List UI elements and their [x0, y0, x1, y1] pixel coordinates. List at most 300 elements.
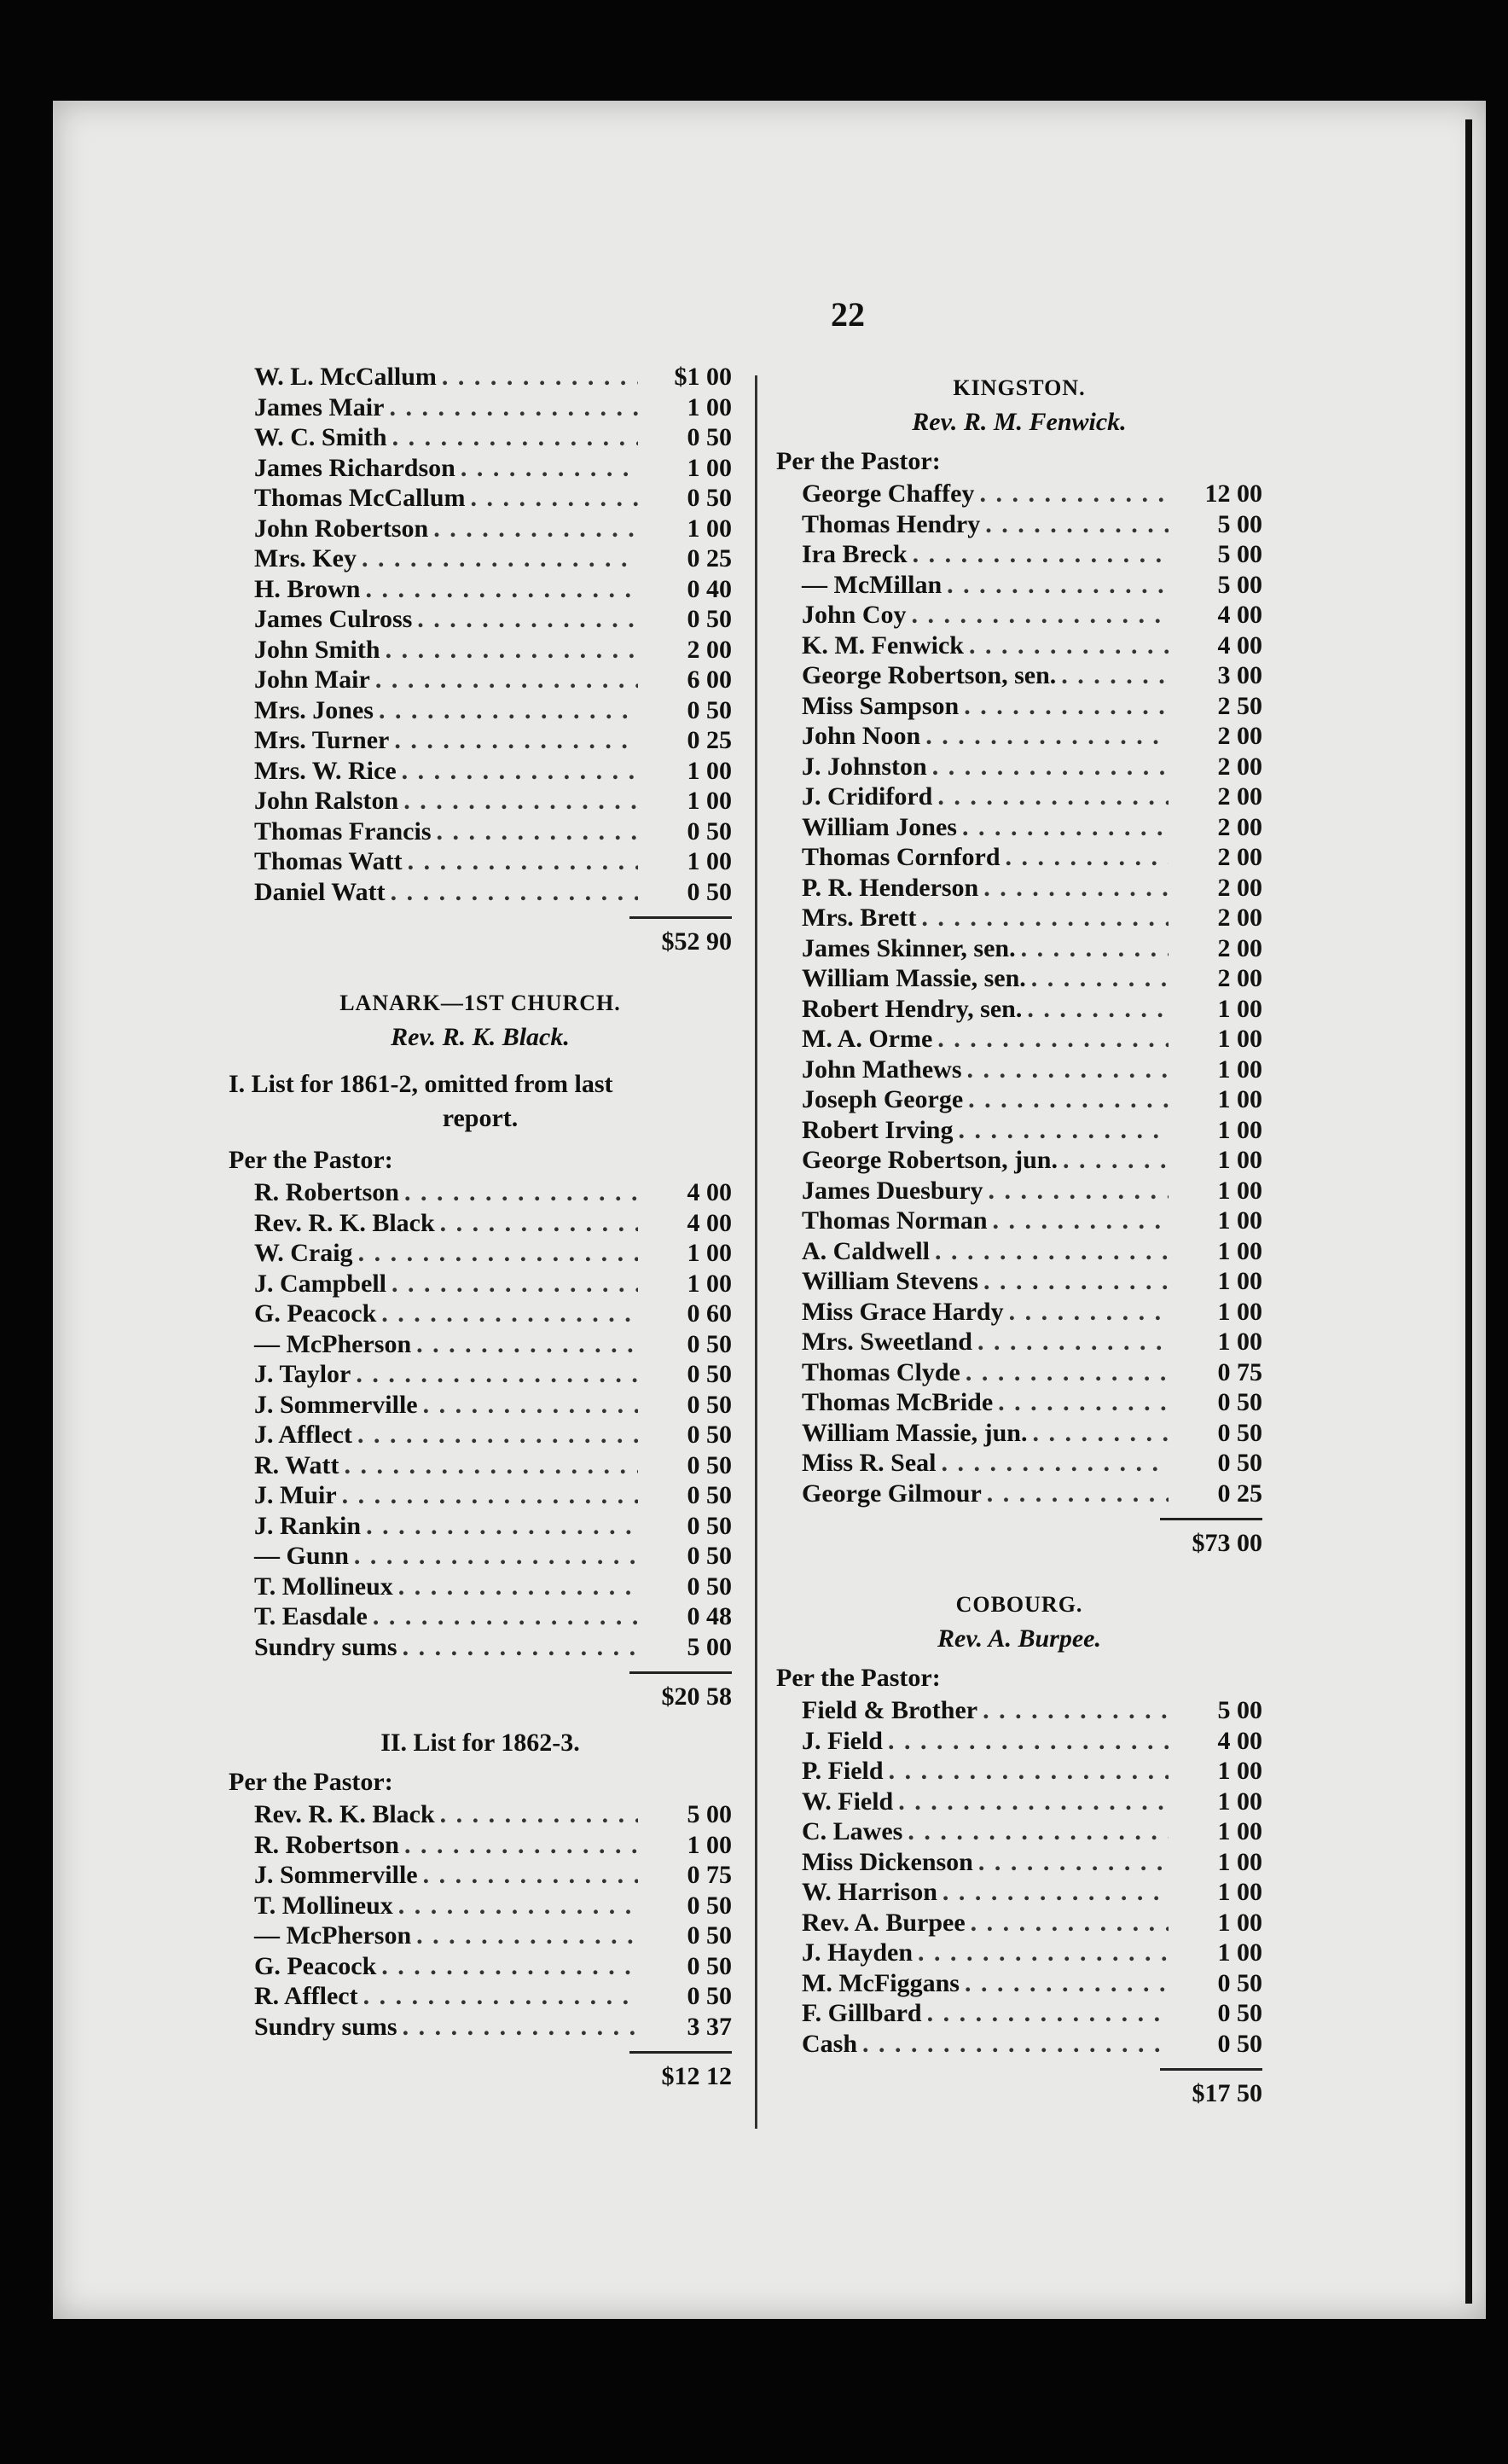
- dot-leader: [942, 571, 1169, 600]
- dot-leader: [435, 1209, 638, 1238]
- dot-leader: [386, 878, 638, 907]
- contribution-amount: 0 50: [687, 1951, 732, 1980]
- per-pastor-label: Per the Pastor:: [776, 447, 941, 475]
- contributor-row: [229, 1330, 732, 1361]
- contribution-amount: 0 50: [1217, 1449, 1262, 1477]
- dot-leader: [358, 1982, 638, 2011]
- dot-leader: [393, 1892, 638, 1921]
- contributor-row: [776, 1388, 1262, 1419]
- contributor-name: Thomas Clyde: [802, 1357, 960, 1386]
- dot-leader: [398, 787, 638, 816]
- dot-leader: [1026, 964, 1169, 993]
- contributor-name: George Robertson, sen.: [802, 661, 1057, 689]
- dot-leader: [455, 454, 638, 483]
- contribution-amount: 1 00: [687, 847, 732, 875]
- dot-leader: [374, 696, 638, 725]
- contributor-row: [776, 904, 1262, 934]
- contributor-row: [776, 479, 1262, 510]
- contributor-name: J. Afflect: [254, 1421, 352, 1449]
- dot-leader: [384, 393, 638, 422]
- contribution-amount: 4 00: [687, 1178, 732, 1206]
- contribution-amount: 1 00: [1217, 1787, 1262, 1816]
- dot-leader: [360, 575, 638, 604]
- contribution-amount: 5 00: [1217, 509, 1262, 538]
- contributor-name: William Stevens: [802, 1267, 978, 1295]
- contribution-amount: 1 00: [687, 787, 732, 815]
- dot-leader: [387, 423, 638, 452]
- contributor-name: George Gilmour: [802, 1479, 982, 1508]
- contribution-amount: 2 00: [1217, 722, 1262, 750]
- dot-leader: [978, 874, 1169, 903]
- contribution-amount: 0 75: [687, 1861, 732, 1889]
- dot-leader: [973, 1848, 1169, 1877]
- contributor-name: George Robertson, jun.: [802, 1146, 1058, 1174]
- contributor-row: [776, 934, 1262, 965]
- dot-leader: [411, 1330, 638, 1359]
- dot-leader: [953, 1116, 1169, 1145]
- total-rule: [1160, 1518, 1262, 1520]
- contributor-row: [776, 1025, 1262, 1055]
- contribution-amount: 4 00: [1217, 1726, 1262, 1755]
- contributor-row: [776, 1358, 1262, 1389]
- dot-leader: [977, 1696, 1169, 1725]
- contribution-amount: 0 50: [1217, 1418, 1262, 1447]
- dot-leader: [932, 782, 1169, 811]
- contributor-row: [229, 2013, 732, 2043]
- dot-leader: [1027, 1419, 1169, 1448]
- contributor-name: Miss R. Seal: [802, 1449, 937, 1477]
- dot-leader: [908, 540, 1169, 569]
- contributor-name: John Mathews: [802, 1055, 962, 1084]
- contributor-name: H. Brown: [254, 574, 361, 603]
- contributor-row: [776, 1085, 1262, 1116]
- contributor-row: [776, 1479, 1262, 1510]
- contribution-amount: 2 00: [1217, 752, 1262, 781]
- contributor-row: [229, 1209, 732, 1240]
- contributor-name: Thomas Hendry: [802, 509, 981, 538]
- contribution-amount: 1 00: [1217, 1146, 1262, 1174]
- dot-leader: [432, 817, 638, 846]
- dot-leader: [353, 1239, 638, 1268]
- contributor-row: [229, 575, 732, 606]
- contribution-amount: 1 00: [1217, 1847, 1262, 1876]
- contributor-row: [776, 753, 1262, 783]
- contributor-name: W. C. Smith: [254, 423, 387, 451]
- contributor-row: [776, 1727, 1262, 1758]
- contributor-row: [229, 817, 732, 848]
- contribution-amount: 2 00: [1217, 782, 1262, 811]
- contribution-amount: 5 00: [1217, 540, 1262, 568]
- contribution-amount: 1 00: [1217, 1878, 1262, 1906]
- dot-leader: [418, 1391, 638, 1420]
- contributor-row: [776, 1757, 1262, 1787]
- section-heading-cobourg: COBOURG.: [955, 1592, 1083, 1617]
- dot-leader: [337, 1481, 638, 1510]
- contribution-amount: 3 37: [687, 2012, 732, 2041]
- list-total: $20 58: [661, 1682, 732, 1711]
- contributor-name: Thomas McCallum: [254, 484, 466, 512]
- total-rule: [629, 1671, 732, 1674]
- contribution-amount: 1 00: [687, 392, 732, 421]
- dot-leader: [435, 1800, 638, 1829]
- contributor-name: George Chaffey: [802, 479, 975, 508]
- contribution-amount: 0 50: [687, 1572, 732, 1601]
- contributor-name: J. Johnston: [802, 752, 927, 781]
- contributor-name: Mrs. Sweetland: [802, 1328, 972, 1356]
- contribution-amount: 0 50: [1217, 2029, 1262, 2058]
- contributor-row: [229, 1360, 732, 1391]
- contributor-name: G. Peacock: [254, 1299, 377, 1328]
- contributor-name: Mrs. Jones: [254, 695, 374, 724]
- contributor-row: [229, 484, 732, 514]
- contributor-row: [229, 454, 732, 485]
- contribution-amount: 4 00: [687, 1208, 732, 1237]
- section-heading-kingston: KINGSTON.: [953, 375, 1086, 400]
- contributor-name: John Robertson: [254, 514, 429, 543]
- contributor-name: F. Gillbard: [802, 1999, 922, 2027]
- contributor-name: J. Hayden: [802, 1938, 914, 1967]
- dot-leader: [1000, 843, 1169, 872]
- contribution-amount: 0 50: [687, 695, 732, 724]
- pastor-name-cobourg: Rev. A. Burpee.: [937, 1624, 1101, 1653]
- contributor-name: G. Peacock: [254, 1951, 377, 1980]
- contributor-name: — Gunn: [254, 1542, 349, 1570]
- contribution-amount: 0 48: [687, 1602, 732, 1630]
- dot-leader: [993, 1388, 1169, 1417]
- dot-leader: [920, 722, 1169, 751]
- contributor-name: Ira Breck: [802, 540, 908, 568]
- contributor-list: [229, 1178, 732, 1663]
- dot-leader: [351, 1360, 638, 1389]
- contribution-amount: $1 00: [674, 363, 732, 391]
- contributor-row: [229, 1982, 732, 2013]
- contributor-row: [776, 1419, 1262, 1450]
- dot-leader: [962, 1055, 1169, 1084]
- contributor-row: [229, 423, 732, 454]
- contributor-name: J. Sommerville: [254, 1390, 418, 1419]
- contributor-row: [229, 1892, 732, 1922]
- dot-leader: [1016, 934, 1169, 963]
- dot-leader: [907, 601, 1169, 630]
- contributor-name: William Massie, jun.: [802, 1418, 1028, 1447]
- contributor-row: [229, 1831, 732, 1862]
- contributor-name: Mrs. Turner: [254, 726, 390, 754]
- dot-leader: [982, 1479, 1169, 1508]
- contributor-row: [776, 1206, 1262, 1237]
- contributor-row: [776, 1696, 1262, 1727]
- contribution-amount: 0 25: [687, 544, 732, 572]
- dot-leader: [386, 1270, 638, 1299]
- contributor-row: [776, 2030, 1262, 2060]
- contribution-amount: 2 00: [1217, 843, 1262, 871]
- contributor-row: [776, 1848, 1262, 1879]
- contributor-row: [776, 1237, 1262, 1268]
- dot-leader: [983, 1177, 1169, 1206]
- contributor-row: [776, 1999, 1262, 2030]
- contributor-name: William Jones: [802, 812, 957, 841]
- contributor-name: J. Taylor: [254, 1360, 351, 1388]
- contributor-row: [776, 571, 1262, 601]
- contribution-amount: 2 00: [1217, 964, 1262, 992]
- contribution-amount: 0 50: [687, 1421, 732, 1449]
- contributor-row: [229, 878, 732, 909]
- dot-leader: [913, 1938, 1169, 1967]
- contributor-name: Daniel Watt: [254, 877, 386, 906]
- dot-leader: [972, 1328, 1169, 1357]
- dot-leader: [376, 1299, 638, 1328]
- contributor-row: [229, 1481, 732, 1512]
- dot-leader: [389, 726, 638, 755]
- contributor-name: M. McFiggans: [802, 1968, 960, 1997]
- contributor-row: [229, 1633, 732, 1664]
- contributor-row: [229, 1921, 732, 1952]
- section-heading-lanark: LANARK—1ST CHURCH.: [339, 991, 621, 1015]
- contributor-name: Rev. R. K. Black: [254, 1800, 435, 1828]
- contribution-amount: 0 50: [687, 1450, 732, 1479]
- contributor-name: J. Rankin: [254, 1511, 362, 1540]
- contributor-row: [229, 1239, 732, 1270]
- list-total: $12 12: [661, 2062, 732, 2090]
- dot-leader: [418, 1861, 638, 1890]
- contribution-amount: 0 50: [1217, 1968, 1262, 1997]
- contributor-row: [776, 1787, 1262, 1818]
- contributor-name: P. Field: [802, 1757, 884, 1785]
- contribution-amount: 1 00: [687, 514, 732, 543]
- contributor-row: [776, 1146, 1262, 1177]
- contributor-row: [229, 1299, 732, 1330]
- contributor-name: R. Robertson: [254, 1178, 399, 1206]
- contribution-amount: 2 00: [1217, 873, 1262, 902]
- contributor-name: John Ralston: [254, 787, 399, 815]
- per-pastor-label: Per the Pastor:: [229, 1146, 393, 1174]
- contribution-amount: 0 50: [1217, 1999, 1262, 2027]
- contribution-amount: 0 50: [687, 1329, 732, 1358]
- contributor-name: Rev. A. Burpee: [802, 1908, 966, 1937]
- dot-leader: [349, 1542, 638, 1571]
- dot-leader: [428, 514, 638, 543]
- contribution-amount: 1 00: [687, 1830, 732, 1859]
- contribution-amount: 2 00: [687, 635, 732, 664]
- contributor-name: Miss Sampson: [802, 691, 960, 720]
- contribution-amount: 1 00: [1217, 994, 1262, 1023]
- contribution-amount: 3 00: [1217, 661, 1262, 689]
- contributor-name: T. Mollineux: [254, 1891, 393, 1920]
- contribution-amount: 1 00: [1217, 1267, 1262, 1295]
- contributor-row: [229, 726, 732, 757]
- dot-leader: [393, 1572, 638, 1601]
- per-pastor-label: Per the Pastor:: [229, 1768, 393, 1796]
- contributor-name: John Noon: [802, 722, 921, 750]
- contributor-row: [229, 1800, 732, 1831]
- list-title-1861: [229, 1067, 732, 1136]
- list-total: $52 90: [661, 927, 732, 956]
- contributor-name: James Culross: [254, 605, 413, 633]
- contribution-amount: 0 50: [687, 1360, 732, 1388]
- dot-leader: [412, 605, 638, 634]
- contribution-amount: 0 25: [687, 726, 732, 754]
- dot-leader: [397, 1633, 638, 1662]
- contribution-amount: 0 50: [687, 484, 732, 512]
- dot-leader: [352, 1421, 638, 1450]
- contribution-amount: 0 50: [687, 1390, 732, 1419]
- contributor-row: [776, 813, 1262, 844]
- contributor-row: [776, 1449, 1262, 1479]
- right-column: [751, 375, 1262, 2108]
- contributor-row: [229, 605, 732, 636]
- contributor-name: Field & Brother: [802, 1696, 978, 1724]
- contribution-amount: 0 50: [687, 1891, 732, 1920]
- contributor-name: William Massie, sen.: [802, 964, 1026, 992]
- dot-leader: [957, 813, 1169, 842]
- contribution-amount: 1 00: [1217, 1115, 1262, 1144]
- contributor-name: James Duesbury: [802, 1176, 983, 1205]
- contributor-name: Mrs. Brett: [802, 904, 917, 932]
- contribution-amount: 0 50: [1217, 1388, 1262, 1416]
- contribution-amount: 1 00: [1217, 1908, 1262, 1937]
- contributor-row: [776, 1055, 1262, 1086]
- contributor-name: T. Easdale: [254, 1602, 368, 1630]
- pastor-name-lanark: Rev. R. K. Black.: [391, 1023, 570, 1051]
- contributor-name: W. Craig: [254, 1239, 353, 1267]
- contribution-amount: 0 75: [1217, 1357, 1262, 1386]
- contribution-amount: 1 00: [1217, 1176, 1262, 1205]
- contribution-amount: 0 50: [687, 1921, 732, 1950]
- contribution-amount: 1 00: [1217, 1817, 1262, 1845]
- contributor-name: Miss Grace Hardy: [802, 1297, 1004, 1326]
- contributor-name: Cash: [802, 2029, 858, 2058]
- contributor-name: Robert Hendry, sen.: [802, 994, 1023, 1023]
- contributor-row: [776, 995, 1262, 1026]
- contributor-row: [229, 1421, 732, 1451]
- contributor-row: [776, 1267, 1262, 1298]
- contributor-row: [776, 692, 1262, 723]
- contribution-amount: 0 50: [687, 605, 732, 633]
- list-total: $73 00: [1192, 1529, 1262, 1557]
- dot-leader: [1056, 661, 1169, 690]
- contribution-amount: 1 00: [1217, 1328, 1262, 1356]
- contributor-list: [776, 1696, 1262, 2060]
- contributor-name: R. Watt: [254, 1450, 339, 1479]
- contributor-row: [776, 1817, 1262, 1848]
- dot-leader: [403, 847, 638, 876]
- dot-leader: [922, 1999, 1169, 2028]
- contributor-name: W. Field: [802, 1787, 894, 1816]
- dot-leader: [927, 753, 1169, 782]
- dot-leader: [399, 1831, 638, 1860]
- dot-leader: [960, 1969, 1169, 1998]
- dot-leader: [370, 665, 638, 694]
- contributor-name: Mrs. W. Rice: [254, 756, 397, 785]
- contributor-row: [229, 514, 732, 545]
- dot-leader: [397, 757, 638, 786]
- dot-leader: [1022, 995, 1169, 1024]
- left-column: [229, 363, 732, 2091]
- contributor-name: R. Robertson: [254, 1830, 399, 1859]
- contributor-name: James Richardson: [254, 453, 455, 482]
- contributor-name: Joseph George: [802, 1085, 964, 1113]
- dot-leader: [399, 1178, 638, 1207]
- contributor-name: — McMillan: [802, 570, 942, 599]
- contributor-row: [229, 665, 732, 696]
- contributor-name: Thomas Watt: [254, 847, 403, 875]
- contribution-amount: 1 00: [687, 453, 732, 482]
- contribution-amount: 5 00: [687, 1632, 732, 1661]
- contributor-name: C. Lawes: [802, 1817, 903, 1845]
- contributor-name: Robert Irving: [802, 1115, 954, 1144]
- dot-leader: [930, 1237, 1169, 1266]
- contributor-row: [776, 1328, 1262, 1358]
- contributor-name: John Coy: [802, 601, 907, 629]
- dot-leader: [380, 636, 638, 665]
- contributor-name: J. Sommerville: [254, 1861, 418, 1889]
- list-title-line2: report.: [442, 1104, 519, 1132]
- dot-leader: [964, 631, 1169, 660]
- contributor-name: Sundry sums: [254, 2012, 397, 2041]
- contributor-name: M. A. Orme: [802, 1025, 933, 1053]
- contribution-amount: 5 00: [687, 1800, 732, 1828]
- contributor-row: [776, 874, 1262, 904]
- contributor-name: J. Field: [802, 1726, 883, 1755]
- contributor-name: K. M. Fenwick: [802, 631, 964, 660]
- contribution-amount: 0 50: [687, 1982, 732, 2010]
- contributor-row: [776, 1177, 1262, 1207]
- contribution-amount: 2 00: [1217, 812, 1262, 841]
- contributor-row: [776, 1969, 1262, 2000]
- dot-leader: [411, 1921, 638, 1950]
- dot-leader: [466, 484, 639, 513]
- contributor-name: James Mair: [254, 392, 385, 421]
- contribution-amount: 2 00: [1217, 904, 1262, 932]
- contribution-amount: 1 00: [1217, 1055, 1262, 1084]
- contributor-name: Thomas Norman: [802, 1206, 988, 1235]
- dot-leader: [974, 479, 1169, 508]
- contributor-row: [229, 544, 732, 575]
- list-total: $17 50: [1192, 2079, 1262, 2107]
- contributor-name: J. Campbell: [254, 1269, 387, 1298]
- contribution-amount: 2 50: [1217, 691, 1262, 720]
- page-edge: [1465, 119, 1472, 2304]
- dot-leader: [361, 1512, 638, 1541]
- contributor-row: [229, 696, 732, 727]
- dot-leader: [339, 1451, 638, 1480]
- contributor-name: James Skinner, sen.: [802, 933, 1016, 962]
- contributor-name: John Smith: [254, 635, 380, 664]
- page-number: 22: [831, 295, 865, 334]
- contributor-name: J. Cridiford: [802, 782, 933, 811]
- contributor-row: [776, 782, 1262, 813]
- contribution-amount: 0 50: [687, 1481, 732, 1509]
- contributor-row: [776, 601, 1262, 631]
- contribution-amount: 12 00: [1204, 479, 1262, 508]
- list-title-line1: I. List for 1861-2, omitted from last: [229, 1070, 613, 1098]
- contribution-amount: 0 50: [687, 1542, 732, 1570]
- total-rule: [629, 2051, 732, 2054]
- contributor-row: [776, 1878, 1262, 1909]
- contributor-name: P. R. Henderson: [802, 873, 979, 902]
- contributor-row: [229, 1178, 732, 1209]
- contribution-amount: 2 00: [1217, 933, 1262, 962]
- dot-leader: [1058, 1146, 1169, 1175]
- contributor-row: [229, 1512, 732, 1543]
- dot-leader: [966, 1909, 1169, 1938]
- contributor-name: — McPherson: [254, 1921, 412, 1950]
- pastor-name-kingston: Rev. R. M. Fenwick.: [912, 408, 1127, 436]
- dot-leader: [959, 692, 1169, 721]
- contributor-row: [229, 1572, 732, 1603]
- contributor-name: W. L. McCallum: [254, 363, 437, 391]
- contribution-amount: 1 00: [1217, 1025, 1262, 1053]
- contributor-row: [229, 1451, 732, 1482]
